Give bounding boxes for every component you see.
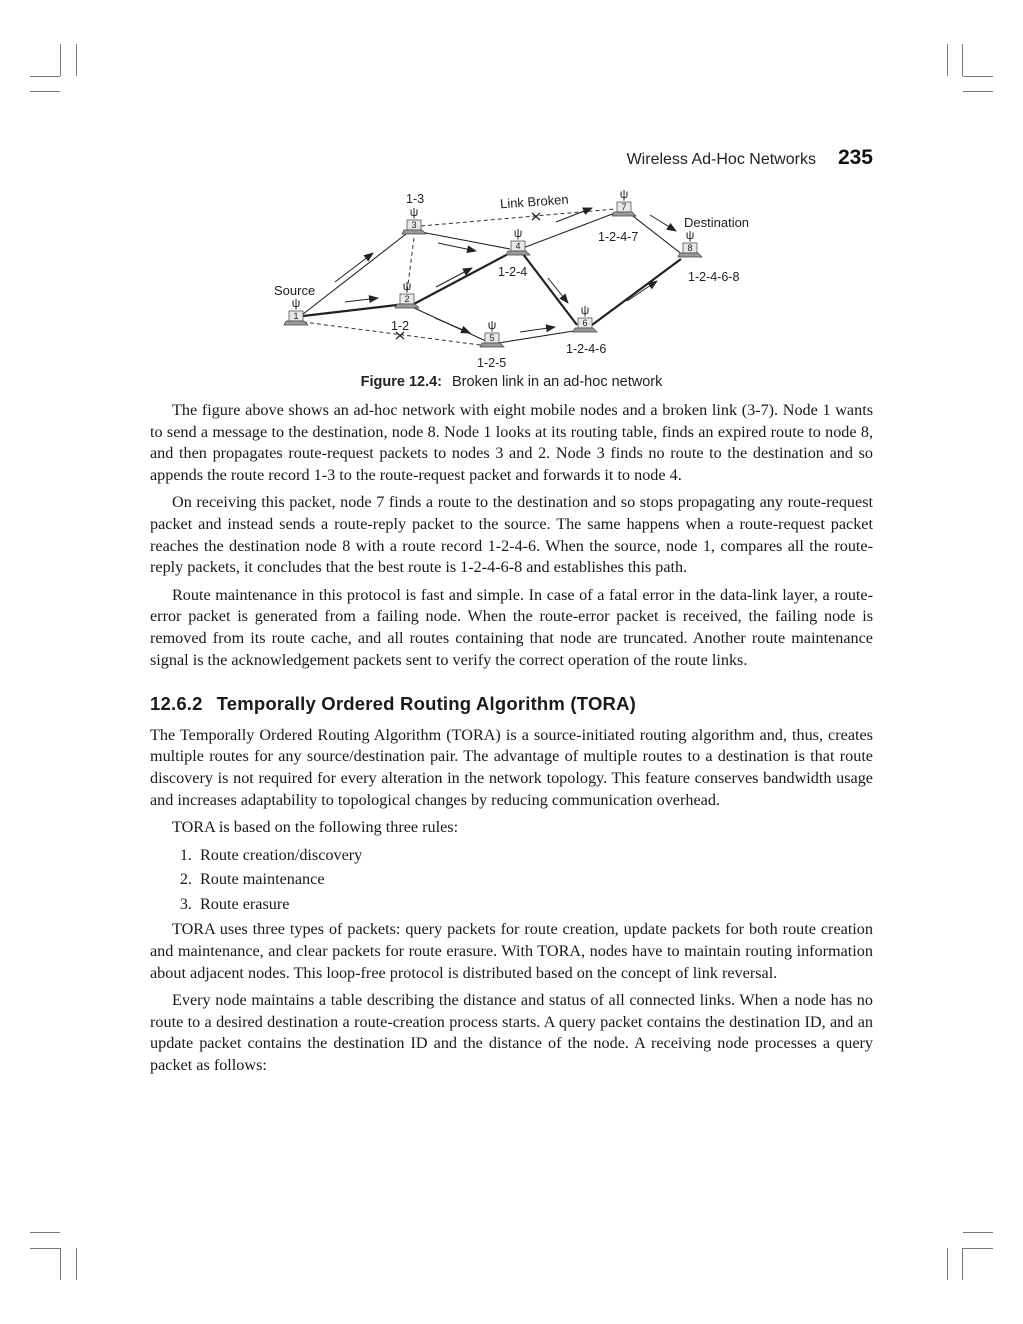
- crop-mark: [947, 1248, 948, 1280]
- broken-link-3-7: [421, 209, 615, 226]
- paragraph: Every node maintains a table describing the distance and status of all connected links. When a node has no route to a desired destination a route-creation process starts. A query packet contains the destination ID, and an update packet contains the destination ID and the distance of the node. A receiving node processes a query packet as follows:: [150, 991, 873, 1075]
- arrow: [650, 215, 676, 231]
- route-label-5: 1-2-5: [477, 356, 507, 370]
- source-label: Source: [274, 283, 316, 298]
- page-body: [150, 400, 873, 1083]
- antenna-icon: ψ: [580, 303, 590, 317]
- list-item: 1. Route creation/discovery: [196, 845, 873, 867]
- node-layer: [284, 187, 702, 347]
- list-item: 2. Route maintenance: [196, 869, 873, 891]
- section-title: Temporally Ordered Routing Algorithm (TORA): [216, 693, 637, 715]
- route-label-8: 1-2-4-6-8: [688, 270, 740, 284]
- paragraph: On receiving this packet, node 7 finds a route to the destination and so stops propagating any route-request packet and instead sends a route-reply packet to the source. The same happens when a route-request packet reaches the destination node 8 with a route record 1-2-4-6. When the source, node 1, compares all the route-reply packets, it concludes that the best route is 1-2-4-6-8 and establishes this path.: [150, 493, 873, 577]
- antenna-icon: ψ: [619, 187, 629, 201]
- paragraph: The Temporally Ordered Routing Algorithm (TORA) is a source-initiated routing algorithm and, thus, creates multiple routes for any source/destination pair. The advantage of multiple routes to a destination is that route discovery is not required for every alteration in the network topology. This feature conserves bandwidth usage and increases adaptability to topological changes by reducing communication overhead.: [150, 725, 873, 809]
- crop-mark: [963, 1232, 993, 1233]
- link-1-2: [303, 305, 397, 316]
- paragraph: TORA is based on the following three rules:: [172, 818, 459, 837]
- node-id-label: 6: [582, 318, 588, 328]
- link-broken-label: Link Broken: [499, 191, 570, 212]
- arrow: [438, 243, 476, 251]
- node-id-label: 7: [621, 202, 627, 212]
- node-7: [612, 187, 636, 216]
- route-label-3: 1-3: [406, 192, 425, 206]
- section-heading: [150, 693, 873, 715]
- destination-label: Destination: [684, 215, 750, 230]
- node-id-label: 5: [489, 333, 495, 343]
- route-label-7: 1-2-4-7: [598, 230, 639, 244]
- link-4-6: [523, 254, 577, 325]
- link-2-4: [412, 253, 510, 305]
- node-id-label: 1: [293, 311, 299, 321]
- antenna-icon: ψ: [402, 279, 412, 293]
- antenna-icon: ψ: [291, 296, 301, 310]
- figure-caption-text: Broken link in an ad-hoc network: [452, 374, 663, 390]
- route-label-2: 1-2: [391, 319, 410, 333]
- paragraph: Route maintenance in this protocol is fast and simple. In case of a fatal error in the data-link layer, a route-error packet is generated from a failing node. When the route-error packet is received, the failing node is removed from its route cache, and all routes containing that node are truncated. Another route maintenance signal is the acknowledgement packets sent to verify the correct operation of the route links.: [150, 585, 873, 669]
- antenna-icon: ψ: [513, 226, 523, 240]
- arrow: [335, 253, 373, 282]
- arrow: [435, 318, 470, 333]
- paragraph: TORA uses three types of packets: query packets for route creation, update packets for both route creation and maintenance, and clear packets for route erasure. With TORA, nodes have to maintain routing information about adjacent nodes. This loop-free protocol is distributed based on the concept of link reversal.: [150, 920, 873, 982]
- arrow: [345, 298, 378, 302]
- node-id-label: 4: [515, 241, 521, 251]
- antenna-icon: ψ: [685, 228, 695, 242]
- figure-caption: [0, 374, 1023, 390]
- crop-mark: [963, 1248, 993, 1249]
- section-number: 12.6.2: [150, 693, 203, 715]
- node-8: [678, 228, 702, 257]
- link-6-8: [592, 259, 681, 325]
- arrow: [436, 268, 472, 287]
- network-diagram: [0, 0, 1023, 372]
- crop-mark: [30, 1232, 60, 1233]
- list-item: 3. Route erasure: [196, 894, 873, 916]
- arrow: [556, 208, 592, 222]
- crop-mark: [60, 1248, 61, 1280]
- node-4: [506, 226, 530, 255]
- node-3: [402, 205, 426, 234]
- running-title: Wireless Ad-Hoc Networks: [626, 151, 816, 168]
- route-label-6: 1-2-4-6: [566, 342, 607, 356]
- route-label-4: 1-2-4: [498, 265, 528, 279]
- node-id-label: 2: [404, 294, 410, 304]
- arrow: [520, 327, 555, 332]
- node-id-label: 8: [687, 243, 693, 253]
- paragraph: The figure above shows an ad-hoc network with eight mobile nodes and a broken link (3-7). Node 1 wants to send a message to the destination, node 8. Node 1 looks at its routing table, finds an expired route to node 8, and then propagates route-request packets to nodes 3 and 2. Node 3 finds no route to the destination and so appends the route record 1-3 to the route-request packet and forwards it to node 4.: [150, 401, 873, 484]
- figure-caption-label: Figure 12.4:: [360, 374, 442, 390]
- crop-mark: [962, 1248, 963, 1280]
- crop-mark: [30, 1248, 60, 1249]
- node-id-label: 3: [411, 220, 417, 230]
- rules-list: [150, 845, 873, 916]
- node-1: [284, 296, 308, 325]
- link-3-4: [421, 232, 510, 249]
- node-6: [573, 303, 597, 332]
- page-number: 235: [837, 146, 873, 169]
- crop-mark: [76, 1248, 77, 1280]
- arrow: [627, 281, 657, 301]
- antenna-icon: ψ: [487, 318, 497, 332]
- antenna-icon: ψ: [409, 205, 419, 219]
